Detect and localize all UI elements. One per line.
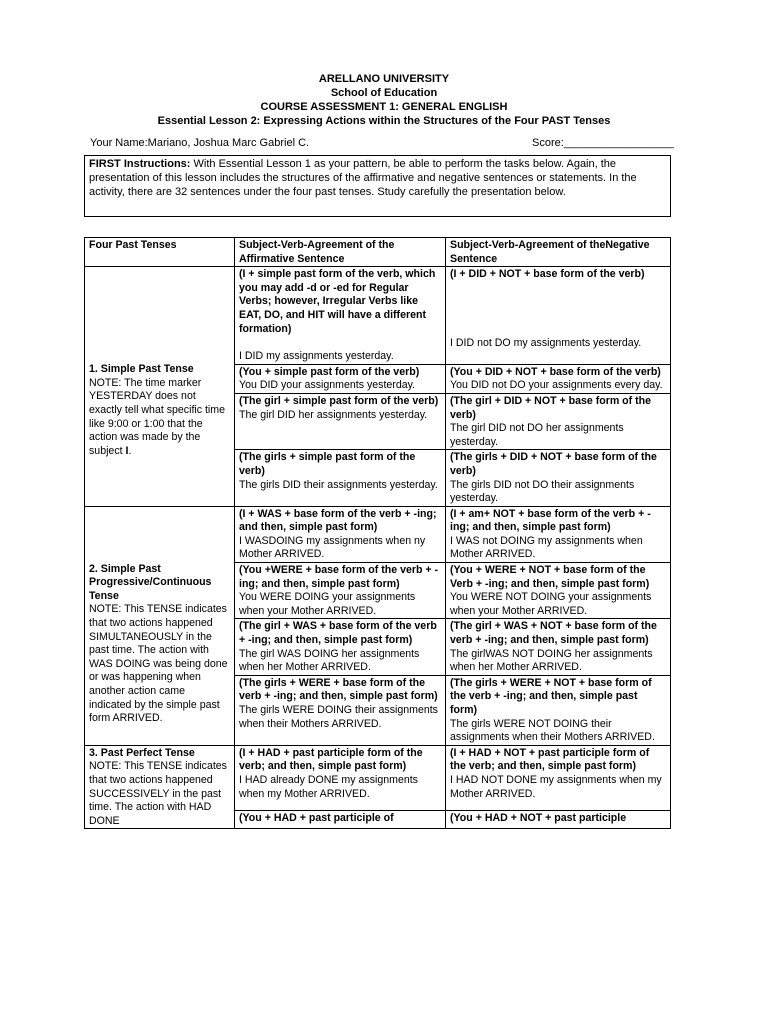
negative-formula: (You + WERE + NOT + base form of the Verb + -ing; and then, simple past form)	[450, 564, 650, 590]
negative-formula: (You + HAD + NOT + past participle	[450, 812, 627, 825]
past-perfect-cell	[85, 745, 235, 829]
table-row	[85, 745, 671, 810]
negative-formula: (I + DID + NOT + base form of the verb)	[450, 268, 645, 281]
header-affirmative: Subject-Verb-Agreement of the Affirmative Sentence	[235, 238, 446, 267]
affirmative-formula: (The girl + WAS + base form of the verb + -ing; and then, simple past form)	[239, 620, 437, 647]
table-row	[85, 506, 671, 562]
negative-formula: (The girls + DID + NOT + base form of the verb)	[450, 451, 657, 477]
simple-past-cell	[85, 267, 235, 507]
affirmative-cell	[235, 364, 446, 393]
negative-cell	[446, 267, 671, 365]
affirmative-cell	[235, 619, 446, 675]
affirmative-formula: (You + simple past form of the verb)	[239, 365, 420, 378]
negative-cell	[446, 393, 671, 449]
negative-example: I WAS not DOING my assignments when Mother ARRIVED.	[450, 534, 643, 561]
past-tenses-table	[84, 237, 671, 829]
negative-example: The girl DID not DO her assignments yesterday.	[450, 422, 624, 448]
negative-formula: (I + am+ NOT + base form of the verb + -ing; and then, simple past form)	[450, 507, 651, 534]
student-name: Your Name:Mariano, Joshua Marc Gabriel C.	[90, 137, 310, 149]
instructions-title: FIRST Instructions:	[89, 158, 191, 170]
simple-past-note: NOTE: The time marker YESTERDAY does not exactly tell what specific time like 9:00 or 1:00 that the action was made by the subject I.	[89, 376, 226, 457]
instructions-box	[84, 155, 671, 217]
negative-example: The girls WERE NOT DOING their assignments when their Mothers ARRIVED.	[450, 717, 655, 744]
instructions-text: With Essential Lesson 1 as your pattern, be able to perform the tasks below. Again, the presentation of this lesson includes the structures of the affirmative and negative sentences or statements. In the activity, there are 32 sentences under the four past tenses. Study carefully the presentation below.	[89, 158, 637, 198]
negative-formula: (The girls + WERE + NOT + base form of the verb + -ing; and then, simple past form)	[450, 676, 652, 716]
affirmative-cell	[235, 563, 446, 619]
affirmative-cell	[235, 745, 446, 810]
affirmative-example: You WERE DOING your assignments when your Mother ARRIVED.	[239, 591, 416, 617]
affirmative-formula: (I + HAD + past participle form of the verb; and then, simple past form)	[239, 746, 423, 773]
negative-cell	[446, 675, 671, 745]
course-title: COURSE ASSESSMENT 1: GENERAL ENGLISH	[260, 101, 508, 113]
past-perfect-title: 3. Past Perfect Tense	[89, 746, 195, 759]
affirmative-example: The girls DID their assignments yesterday.	[239, 478, 438, 491]
affirmative-example: I HAD already DONE my assignments when my Mother ARRIVED.	[239, 773, 418, 800]
affirmative-example: I WASDOING my assignments when ny Mother ARRIVED.	[239, 534, 426, 561]
negative-formula: (The girl + DID + NOT + base form of the verb)	[450, 394, 652, 421]
negative-example: I HAD NOT DONE my assignments when my Mother ARRIVED.	[450, 773, 662, 800]
negative-cell	[446, 619, 671, 675]
university-title: ARELLANO UNIVERSITY	[318, 73, 450, 85]
negative-example: You DID not DO your assignments every day.	[450, 379, 663, 392]
affirmative-formula: (I + WAS + base form of the verb + -ing; and then, simple past form)	[239, 507, 437, 534]
affirmative-cell	[235, 450, 446, 506]
affirmative-formula: (I + simple past form of the verb, which you may add -d or -ed for Regular Verbs; however, Irregular Verbs like EAT, DO, and HIT will have a different formation)	[239, 268, 436, 335]
past-progressive-title: 2. Simple Past Progressive/Continuous Tense	[89, 562, 212, 602]
affirmative-cell	[235, 393, 446, 449]
affirmative-formula: (The girl + simple past form of the verb)	[239, 394, 439, 407]
affirmative-cell	[235, 675, 446, 745]
header-four-past-tenses: Four Past Tenses	[85, 238, 235, 267]
past-perfect-note: NOTE: This TENSE indicates that two actions happened SUCCESSIVELY in the past time. The action with HAD DONE	[89, 760, 227, 827]
student-info-row	[90, 136, 690, 150]
simple-past-title: 1. Simple Past Tense	[89, 363, 194, 376]
affirmative-cell	[235, 506, 446, 562]
negative-cell	[446, 506, 671, 562]
table-row	[85, 267, 671, 365]
score-field: Score:__________________	[532, 137, 674, 149]
negative-example: The girlWAS NOT DOING her assignments when her Mother ARRIVED.	[450, 647, 653, 674]
negative-example: You WERE NOT DOING your assignments when your Mother ARRIVED.	[450, 591, 652, 617]
affirmative-example: You DID your assignments yesterday.	[239, 379, 416, 392]
affirmative-example: The girls WERE DOING their assignments when their Mothers ARRIVED.	[239, 704, 438, 730]
affirmative-formula: (You + HAD + past participle of	[239, 812, 394, 825]
affirmative-cell	[235, 267, 446, 365]
affirmative-example: The girl DID her assignments yesterday.	[239, 408, 428, 421]
affirmative-example: I DID my assignments yesterday.	[239, 350, 394, 363]
affirmative-cell	[235, 811, 446, 829]
negative-formula: (I + HAD + NOT + past participle form of the verb; and then, simple past form)	[450, 746, 650, 773]
affirmative-formula: (The girls + simple past form of the verb)	[239, 451, 416, 477]
negative-cell	[446, 450, 671, 506]
school-title: School of Education	[330, 87, 438, 99]
past-progressive-cell	[85, 506, 235, 745]
negative-example: I DID not DO my assignments yesterday.	[450, 336, 642, 349]
header-negative: Subject-Verb-Agreement of theNegative Sentence	[446, 238, 671, 267]
negative-cell	[446, 364, 671, 393]
past-progressive-note: NOTE: This TENSE indicates that two actions happened SIMULTANEOUSLY in the past time. The action with WAS DOING was being done or was happening when another action came indicated by the simple past form ARRIVED.	[89, 603, 228, 725]
negative-formula: (The girl + WAS + NOT + base form of the verb + -ing; and then, simple past form)	[450, 620, 657, 647]
affirmative-formula: (You +WERE + base form of the verb + -ing; and then, simple past form)	[239, 564, 439, 590]
table-header-row	[85, 238, 671, 267]
negative-formula: (You + DID + NOT + base form of the verb)	[450, 365, 661, 378]
negative-example: The girls DID not DO their assignments yesterday.	[450, 478, 635, 505]
affirmative-formula: (The girls + WERE + base form of the verb + -ing; and then, simple past form)	[239, 676, 438, 703]
affirmative-example: The girl WAS DOING her assignments when her Mother ARRIVED.	[239, 647, 420, 674]
negative-cell	[446, 811, 671, 829]
negative-cell	[446, 563, 671, 619]
lesson-title: Essential Lesson 2: Expressing Actions within the Structures of the Four PAST Tenses	[157, 115, 611, 127]
negative-cell	[446, 745, 671, 810]
